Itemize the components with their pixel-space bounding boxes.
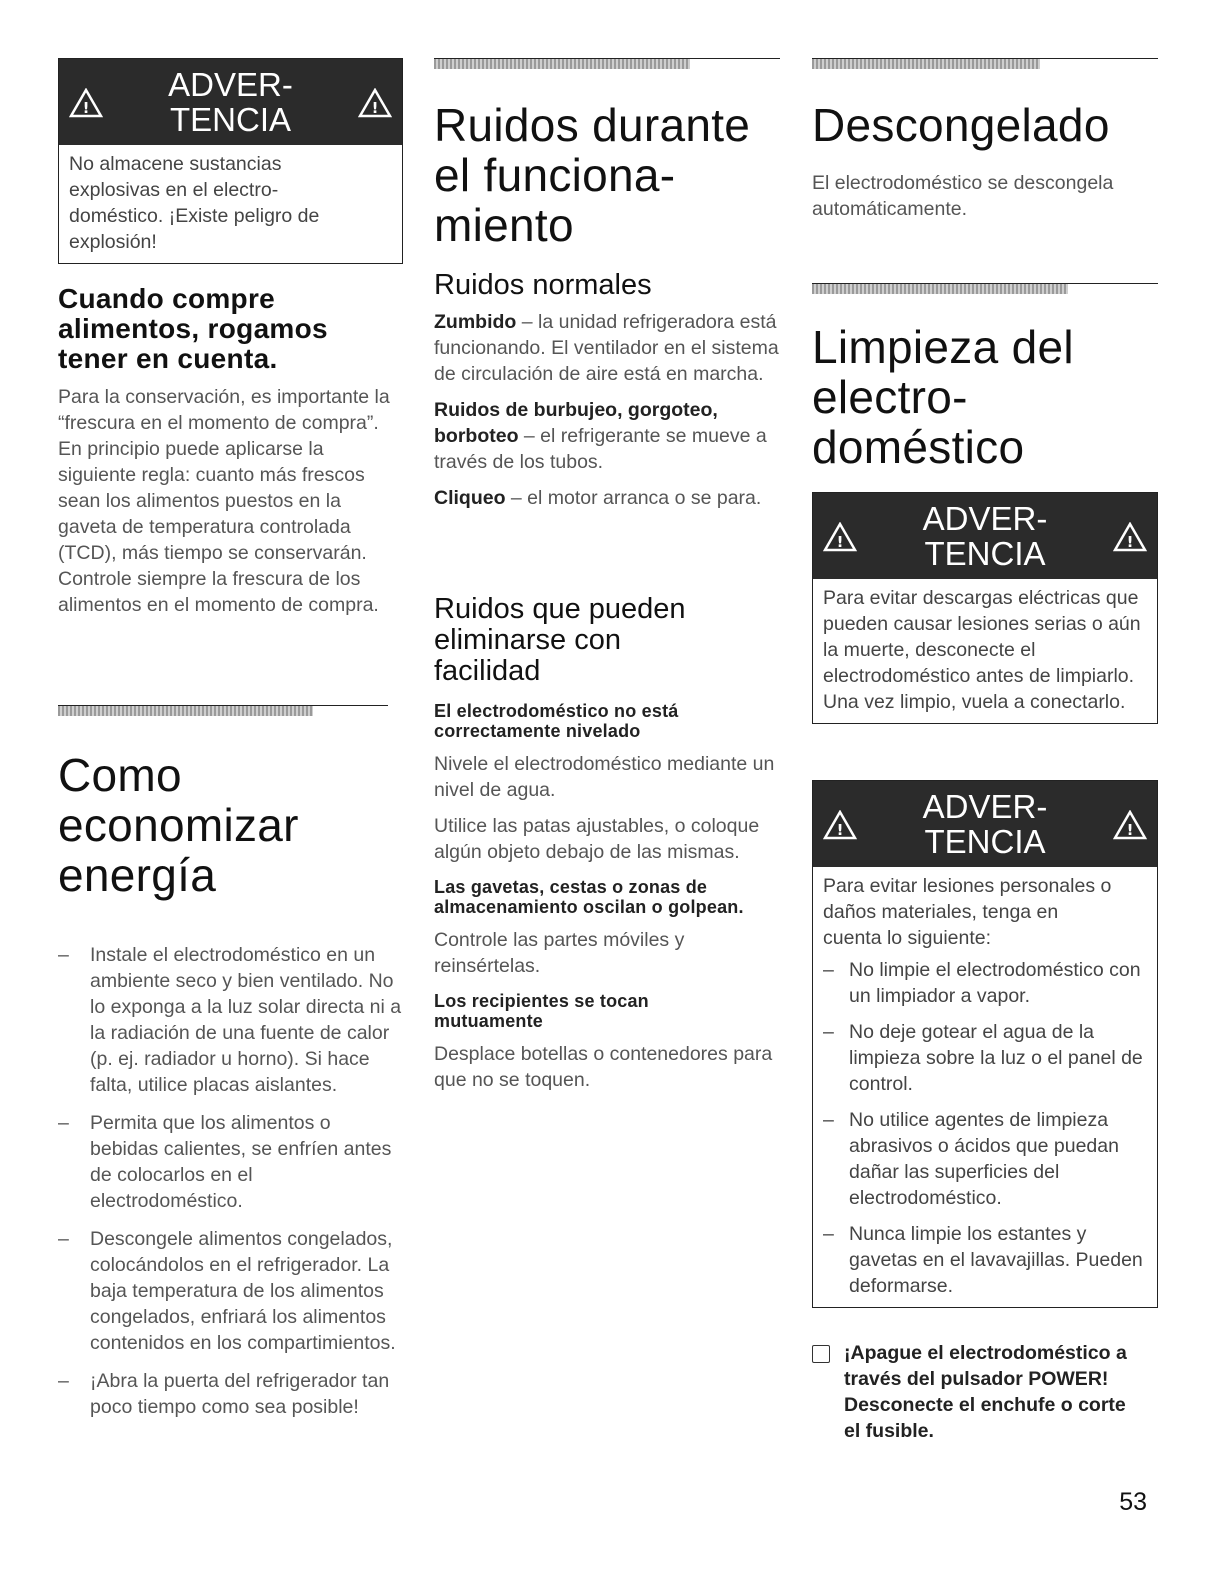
list-item: – No deje gotear el agua de la limpieza sobre la luz o el panel de control. (823, 1019, 1147, 1097)
noise-desc: – la unidad refrigeradora está funcionando. El ventilador en el sistema de circulación de aire está en marcha. (434, 311, 779, 385)
noise-item (434, 397, 780, 475)
noises-heading: Ruidos durante el funciona-miento (434, 99, 751, 251)
noise-item (434, 485, 780, 511)
energy-heading: Como economizar energía (58, 749, 299, 901)
buying-text: Para la conservación, es importante la “frescura en el momento de compra”. En principio puede aplicarse la siguiente regla: cuanto más frescos sean los alimentos puestos en la gaveta de temperatura controlada (TCD), más tiempo se conservarán. Controle siempre la frescura de los alimentos en el momento de compra. (58, 386, 390, 616)
section-divider (812, 58, 1158, 71)
warning-title: ADVER- TENCIA (168, 66, 293, 138)
noise-lead: Zumbido (434, 311, 517, 333)
energy-list (58, 942, 403, 1420)
normal-noises-heading: Ruidos normales (434, 269, 652, 301)
warning-list (823, 957, 1147, 1299)
warning-triangle-icon (1113, 522, 1147, 552)
noise-item (434, 309, 780, 387)
section-divider (812, 283, 1158, 296)
warning-text: Para evitar descargas eléctricas que pueden causar lesiones serias o aún la muerte, desconecte el electrodoméstico antes de limpiarlo. Una vez limpio, vuela a conectarlo. (823, 587, 1141, 713)
svg-text:!: ! (836, 533, 844, 551)
warning-body (813, 867, 1157, 1307)
problem-title: Los recipientes se tocan mutuamente (434, 991, 649, 1031)
warning-triangle-icon (358, 88, 392, 118)
list-item: – Nunca limpie los estantes y gavetas en el lavavajillas. Pueden deformarse. (823, 1221, 1147, 1299)
problem-text: Desplace botellas o contenedores para que no se toquen. (434, 1043, 773, 1091)
svg-text:!: ! (1126, 533, 1134, 551)
warning-box-explosion (58, 58, 403, 264)
warning-header (59, 59, 402, 145)
defrost-text: El electrodoméstico se descongela automáticamente. (812, 172, 1114, 220)
warning-header (813, 781, 1157, 867)
svg-text:!: ! (82, 99, 90, 117)
section-divider (58, 705, 388, 718)
svg-text:!: ! (371, 99, 379, 117)
noise-lead: Ruidos de burbujeo, gorgoteo, borboteo (434, 399, 718, 447)
warning-triangle-icon (823, 522, 857, 552)
warning-triangle-icon (823, 810, 857, 840)
cleaning-heading: Limpieza del electro-doméstico (812, 321, 1074, 473)
list-item: – No limpie el electrodoméstico con un limpiador a vapor. (823, 957, 1147, 1009)
warning-triangle-icon (1113, 810, 1147, 840)
warning-box-electric (812, 492, 1158, 724)
fixable-noises-heading: Ruidos que pueden eliminarse con facilidad (434, 593, 686, 687)
problem-title: Las gavetas, cestas o zonas de almacenamiento oscilan o golpean. (434, 877, 744, 917)
svg-text:!: ! (836, 821, 844, 839)
problem-text: Controle las partes móviles y reinsértelas. (434, 929, 685, 977)
warning-title: ADVER- TENCIA (922, 788, 1048, 860)
list-item: – Permita que los alimentos o bebidas calientes, se enfríen antes de colocarlos en el electrodoméstico. (58, 1110, 403, 1214)
warning-text: No almacene sustancias explosivas en el electro-doméstico. ¡Existe peligro de explosión! (69, 153, 320, 253)
noise-desc: – el motor arranca o se para. (505, 487, 762, 509)
buying-heading: Cuando compre alimentos, rogamos tener en cuenta. (58, 283, 328, 374)
defrost-heading: Descongelado (812, 99, 1110, 151)
problem-title: El electrodoméstico no está correctamente nivelado (434, 701, 679, 741)
action-text: ¡Apague el electrodoméstico a través del pulsador POWER! Desconecte el enchufe o corte el fusible. (844, 1342, 1127, 1442)
section-defrost (812, 100, 1158, 222)
list-item: – ¡Abra la puerta del refrigerador tan poco tiempo como sea posible! (58, 1368, 403, 1420)
warning-intro: Para evitar lesiones personales o daños materiales, tenga en cuenta lo siguiente: (823, 875, 1112, 949)
section-divider (434, 58, 780, 71)
list-item: – Descongele alimentos congelados, colocándolos en el refrigerador. La baja temperatura de los alimentos congelados, enfriará los alimentos contenidos en los compartimientos. (58, 1226, 403, 1356)
section-buying (58, 284, 403, 618)
page-number: 53 (1119, 1488, 1147, 1516)
section-fixable-noises (434, 594, 780, 1093)
list-item: – Instale el electrodoméstico en un ambiente seco y bien ventilado. No lo exponga a la luz solar directa ni a la radiación de una fuente de calor (p. ej. radiador u horno). Si hace falta, utilice placas aislantes. (58, 942, 403, 1098)
section-energy (58, 750, 403, 1432)
problem-text: Nivele el electrodoméstico mediante un nivel de agua. (434, 753, 775, 801)
checkbox-icon (812, 1345, 830, 1363)
svg-text:!: ! (1126, 821, 1134, 839)
problem-text: Utilice las patas ajustables, o coloque algún objeto debajo de las mismas. (434, 815, 760, 863)
warning-triangle-icon (69, 88, 103, 118)
warning-box-personal (812, 780, 1158, 1308)
list-item: – No utilice agentes de limpieza abrasivos o ácidos que puedan dañar las superficies del electrodoméstico. (823, 1107, 1147, 1211)
warning-title: ADVER- TENCIA (922, 500, 1048, 572)
action-step (812, 1340, 1158, 1444)
noise-lead: Cliqueo (434, 487, 506, 509)
section-normal-noises (434, 270, 780, 511)
warning-header (813, 493, 1157, 579)
noise-desc: – el refrigerante se mueve a través de los tubos. (434, 425, 767, 473)
